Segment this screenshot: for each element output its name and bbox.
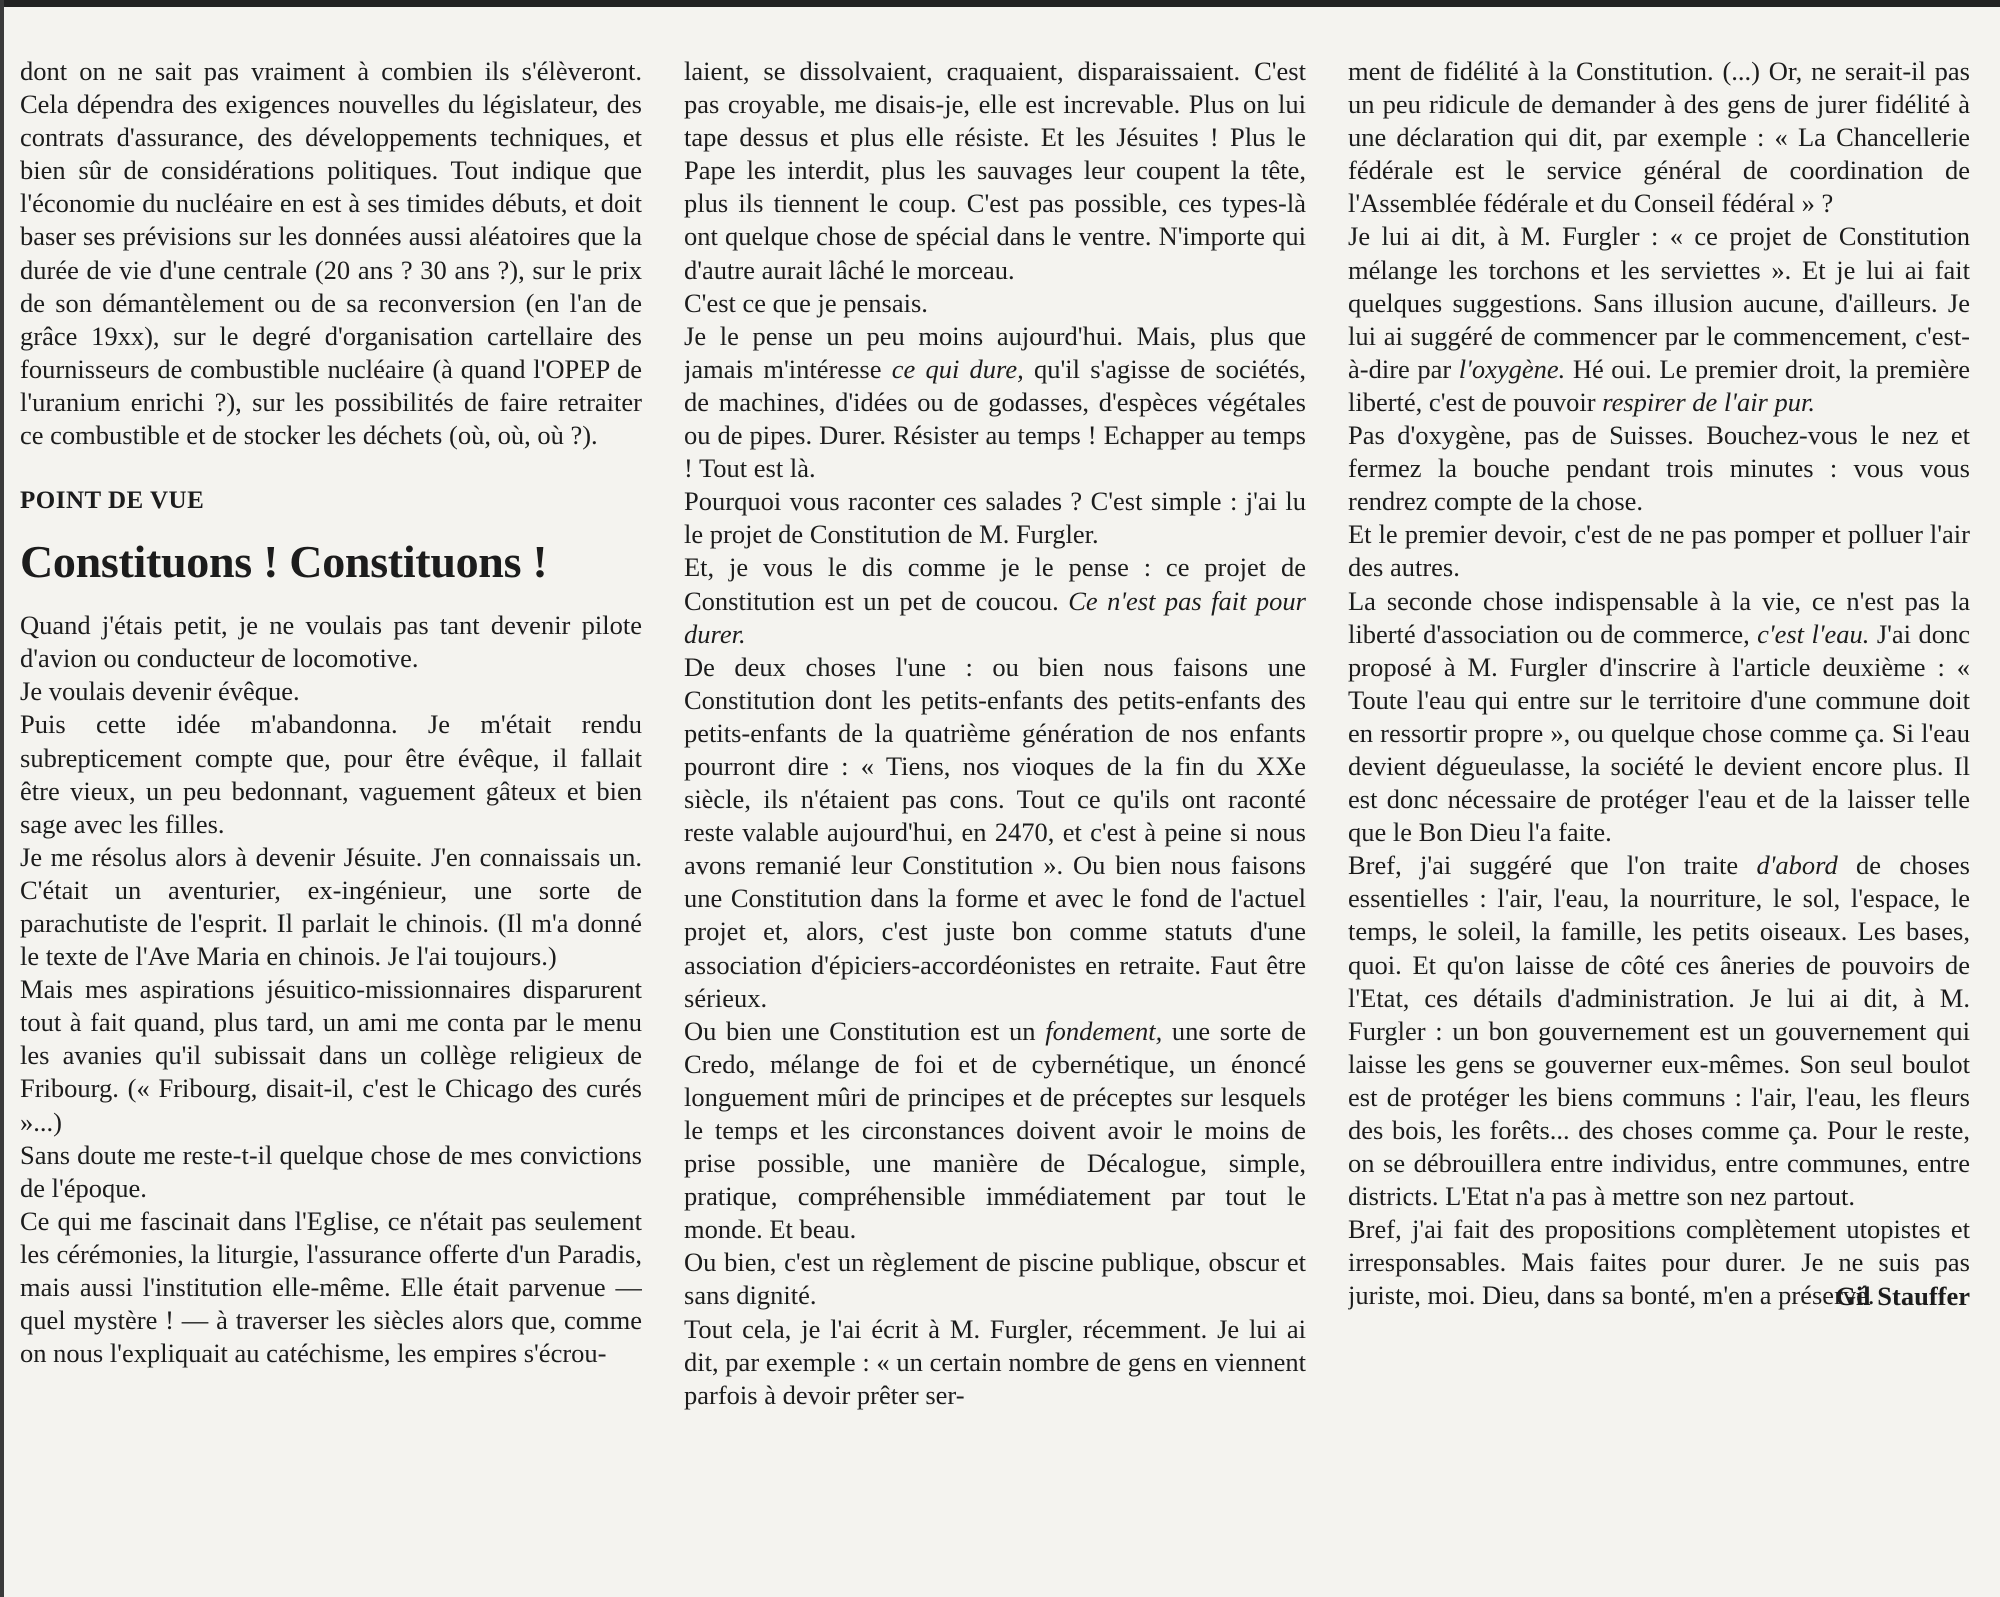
paragraph: Puis cette idée m'abandonna. Je m'était rendu subrepticement compte que, pour être évêque, il fallait être vieux, un peu bedonnant, vaguement gâteux et bien sage avec les filles. [20,709,642,839]
text-run: qu'il s'agisse de sociétés, de machines, d'idées ou de godasses, d'espèces végétales ou de pipes. Durer. Résister au temps ! Echapper au temps ! Tout est là. [684,353,1306,484]
text-run: une sorte de Credo, mélange de foi et de cybernétique, un énoncé longuement mûri de principes et de préceptes sur lesquels le temps et les circonstances doivent avoir le moins de prise possible, une manière de Décalogue, simple, pratique, compréhensible immédiatement par tout le monde. Et beau. [684,1015,1306,1245]
paragraph: Mais mes aspirations jésuitico-missionnaires disparurent tout à fait quand, plus tard, un ami me conta par le menu les avanies qu'il subissait dans un collège religieux de Fribourg. (« Fribourg, disait-il, c'est le Chicago des curés »...) [20,974,642,1137]
top-rule [0,0,2000,7]
paragraph [684,1015,1306,1247]
paragraph: Quand j'étais petit, je ne voulais pas tant devenir pilote d'avion ou conducteur de locomotive. [20,610,642,674]
text-run: La seconde chose indispensable à la vie, ce n'est pas la liberté d'association ou de commerce, [1348,585,1970,649]
paragraph: Sans doute me reste-t-il quelque chose de mes convictions de l'époque. [20,1139,642,1203]
paragraph [684,320,1306,485]
text-run: Je lui ai dit, à M. Furgler : « ce projet de Constitution mélange les torchons et les serviettes ». Et je lui ai fait quelques suggestions. Sans illusion aucune, d'ailleurs. Je lui ai suggéré de commencer par le commencement, c'est-à-dire par [1348,221,1970,384]
column-1 [20,55,642,1555]
article-headline: Constituons ! Constituons ! [20,536,548,588]
emphasis: Ce n'est pas fait pour durer. [684,585,1306,649]
emphasis: fondement, [1045,1015,1163,1046]
paragraph [1348,220,1970,419]
paragraph: Je me résolus alors à devenir Jésuite. J'en connaissais un. C'était un aventurier, ex-ingénieur, une sorte de parachutiste de l'esprit. Il parlait le chinois. (Il m'a donné le texte de l'Ave Maria en chinois. Je l'ai toujours.) [20,841,642,972]
page-edge [0,0,4,1597]
text-run: Hé oui. Le premier droit, la première liberté, c'est de pouvoir [1348,353,1970,417]
emphasis: respirer de l'air pur. [1602,386,1815,417]
paragraph: Je voulais devenir évêque. [20,676,300,707]
paragraph-intro: dont on ne sait pas vraiment à combien ils s'élèveront. Cela dépendra des exigences nouvelles du législateur, des contrats d'assurance, des développements techniques, et bien sûr de considérations politiques. Tout indique que l'économie du nucléaire en est à ses timides débuts, et doit baser ses prévisions sur les données aussi aléatoires que la durée de vie d'une centrale (20 ans ? 30 ans ?), sur le prix de son démantèlement ou de sa reconversion (en l'an de grâce 19xx), sur le degré d'organisation cartellaire des fournisseurs de combustible nucléaire (à quand l'OPEP de l'uranium enrichi ?), sur les possibilités de faire retraiter ce combustible et de stocker les déchets (où, où, où ?). [20,56,642,451]
paragraph: ment de fidélité à la Constitution. (...) Or, ne serait-il pas un peu ridicule de demander à des gens de jurer fidélité à une déclaration qui dit, par exemple : « La Chancellerie fédérale est le service général de coordination de l'Assemblée fédérale et du Conseil fédéral » ? [1348,56,1970,219]
column-2 [684,55,1306,1555]
text-run: de choses essentielles : l'air, l'eau, la nourriture, le sol, l'espace, le temps, le soleil, la famille, les petits oiseaux. Les bases, quoi. Et qu'on laisse de côté ces âneries de pouvoirs de l'Etat, ces détails d'administration. Je lui ai dit, à M. Furgler : un bon gouvernement est un gouvernement qui laisse les gens se gouverner eux-mêmes. Son seul boulot est de protéger les biens communs : l'air, l'eau, les fleurs des bois, les forêts... des choses comme ça. Pour le reste, on se débrouillera entre individus, entre communes, entre districts. L'Etat n'a pas à mettre son nez partout. [1348,850,1970,1212]
paragraph: Ce qui me fascinait dans l'Eglise, ce n'était pas seulement les cérémonies, la liturgie, l'assurance offerte d'un Paradis, mais aussi l'institution elle-même. Elle était parvenue — quel mystère ! — à traverser les siècles alors que, comme on nous l'expliquait au catéchisme, les empires s'écrou- [20,1205,642,1369]
newspaper-page [20,55,1970,1555]
paragraph [1348,849,1970,1213]
paragraph: Ou bien, c'est un règlement de piscine publique, obscur et sans dignité. [684,1247,1306,1311]
section-kicker: POINT DE VUE [20,487,205,515]
paragraph: Et le premier devoir, c'est de ne pas pomper et polluer l'air des autres. [1348,519,1970,583]
paragraph: C'est ce que je pensais. [684,287,928,318]
emphasis: d'abord [1756,850,1838,881]
emphasis: l'oxygène. [1458,353,1566,384]
text-run: J'ai donc proposé à M. Furgler d'inscrire à l'article deuxième : « Toute l'eau qui entre sur le territoire d'une commune doit en ressortir propre », ou quelque chose comme ça. Si l'eau devient dégueulasse, la société le devient encore plus. Il est donc nécessaire de protéger l'eau et de la laisser telle que le Bon Dieu l'a faite. [1348,618,1970,848]
author-signature: Gil Stauffer [1835,1280,1970,1311]
paragraph: Pourquoi vous raconter ces salades ? C'est simple : j'ai lu le projet de Constitution de M. Furgler. [684,486,1306,550]
paragraph: Tout cela, je l'ai écrit à M. Furgler, récemment. Je lui ai dit, par exemple : « un certain nombre de gens en viennent parfois à devoir prêter ser- [684,1313,1306,1410]
column-3 [1348,55,1970,1555]
paragraph: laient, se dissolvaient, craquaient, disparaissaient. C'est pas croyable, me disais-je, elle est increvable. Plus on lui tape dessus et plus elle résiste. Et les Jésuites ! Plus le Pape les interdit, plus les sauvages leur coupent la tête, plus ils tiennent le coup. C'est pas possible, ces types-là ont quelque chose de spécial dans le ventre. N'importe qui d'autre aurait lâché le morceau. [684,56,1306,285]
text-run: Ou bien une Constitution est un [684,1015,1046,1046]
emphasis: ce qui dure, [891,353,1024,384]
text-run: Et, je vous le dis comme je le pense : ce projet de Constitution est un pet de coucou. [684,552,1306,616]
emphasis: c'est l'eau. [1757,618,1870,649]
text-run: Bref, j'ai suggéré que l'on traite [1348,850,1757,881]
paragraph: De deux choses l'une : ou bien nous faisons une Constitution dont les petits-enfants des petits-enfants des petits-enfants de la quatrième génération de nos enfants pourront dire : « Tiens, nos vioques de la fin du XXe siècle, ils n'étaient pas cons. Tout ce qu'ils ont raconté reste valable aujourd'hui, en 2470, et c'est à peine si nous avons remanié leur Constitution ». Ou bien nous faisons une Constitution dans la forme et avec le fond de l'actuel projet et, alors, c'est juste bon comme statuts d'une association d'épiciers-accordéonistes en retraite. Faut être sérieux. [684,651,1306,1013]
paragraph: Pas d'oxygène, pas de Suisses. Bouchez-vous le nez et fermez la bouche pendant trois minutes : vous vous rendrez compte de la chose. [1348,420,1970,517]
paragraph-final: Bref, j'ai fait des propositions complètement utopistes et irresponsables. Mais faites pour durer. Je ne suis pas juriste, moi. Dieu, dans sa bonté, m'en a préservé. [1348,1214,1970,1311]
text-run: Je le pense un peu moins aujourd'hui. Mais, plus que jamais m'intéresse [684,320,1306,384]
paragraph [684,551,1306,650]
paragraph [1348,585,1970,850]
